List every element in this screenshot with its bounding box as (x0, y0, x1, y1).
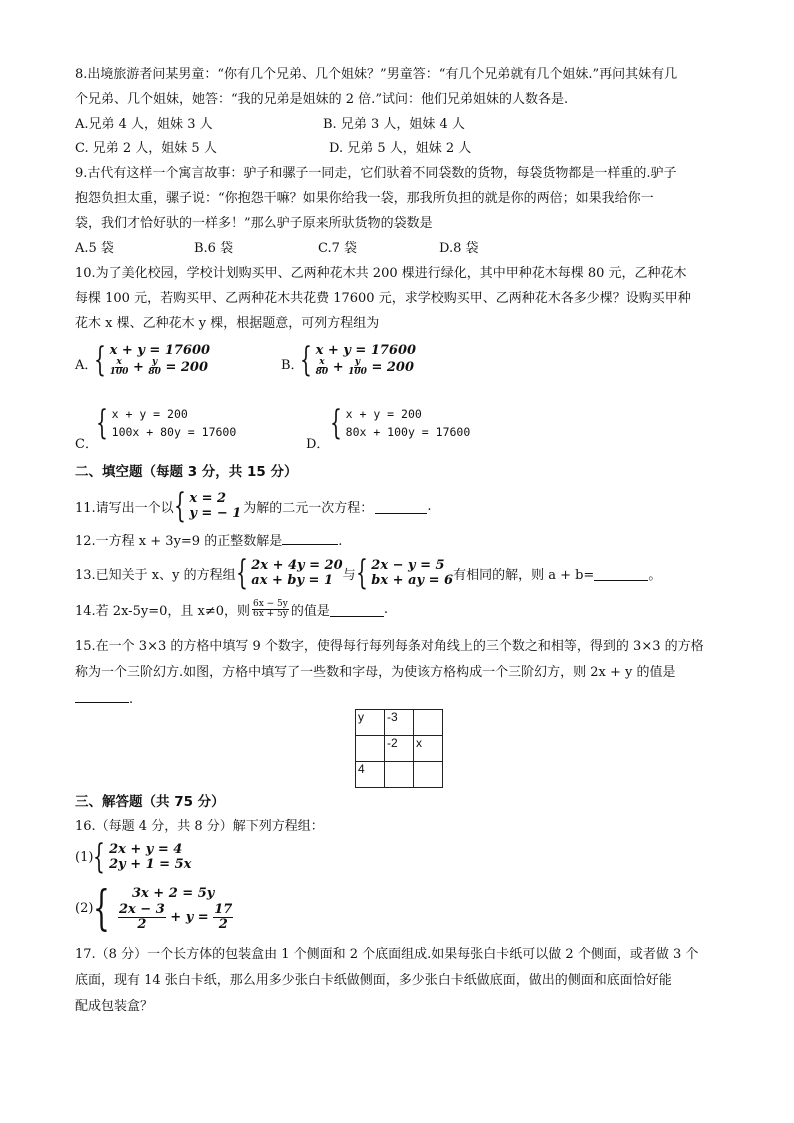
q10-option-c-system (96, 405, 236, 441)
q10-label-a: A． (75, 358, 98, 373)
grid-cell (385, 762, 414, 788)
q14-suffix: 的值是 (290, 604, 330, 619)
q15-line-3 (75, 688, 133, 709)
q13-connector: 与 (342, 567, 356, 583)
q16-p1-eq1: 2x + y = 4 (109, 842, 183, 857)
q8-line-2: 个兄弟、几个姐妹，她答：“我的兄弟是姐妹的 2 倍.”试问：他们兄弟姐妹的人数各是. (75, 92, 569, 107)
q10-b-eq1: x + y = 17600 (315, 343, 417, 358)
q14-line (75, 600, 388, 619)
brace-icon: { (96, 403, 108, 443)
q11-eq2: y = − 1 (189, 506, 242, 521)
q10-c-eq2: 100x + 80y = 17600 (111, 425, 237, 439)
q12-end: . (338, 534, 343, 549)
q11-eq1: x = 2 (189, 491, 227, 506)
q10-line-3: 花木 x 棵、乙种花木 y 棵，根据题意，可列方程组为 (75, 316, 380, 331)
q10-option-d-system (330, 405, 470, 441)
q16-part-2-label: (2) (75, 900, 94, 916)
q10-b-eq2: $\frac{x}{80}$ + $\frac{y}{100}$ = 200 (315, 357, 415, 377)
q14-end: . (383, 602, 389, 617)
q9-option-d: D.8 袋 (439, 241, 479, 256)
q9-option-a: A.5 袋 (75, 241, 114, 256)
brace-icon: { (300, 340, 312, 380)
q10-line-1: 10.为了美化校园，学校计划购买甲、乙两种花木共 200 棵进行绿化，其中甲种花木每棵 80 元，乙种花木 (75, 266, 687, 281)
q12-line (75, 530, 342, 551)
q13-prefix: 13.已知关于 x、y 的方程组 (75, 567, 236, 583)
grid-cell: x (414, 736, 443, 762)
brace-icon: { (93, 837, 106, 877)
q9-line-2: 抱怨负担太重，骡子说：“你抱怨干嘛？如果你给我一袋，那我所负担的就是你的两倍；如果我给你一 (75, 191, 654, 206)
grid-cell (356, 736, 385, 762)
brace-icon: { (94, 340, 106, 380)
q13-system2-eq2: bx + ay = 6 (371, 573, 454, 588)
q10-line-2: 每棵 100 元，若购买甲、乙两种花木共花费 17600 元，求学校购买甲、乙两种花木各多少棵？设购买甲种 (75, 291, 691, 306)
q8-option-d: D. 兄弟 5 人，姐妹 2 人 (329, 141, 472, 156)
q13-end: 。 (648, 567, 662, 583)
q16-p2-eq2: $\frac{2x - 3}{2}$ + y = $\frac{17}{2}$ (118, 901, 233, 932)
brace-icon: { (173, 486, 186, 526)
q9-line-3: 袋，我们才恰好驮的一样多！”那么驴子原来所驮货物的袋数是 (75, 216, 433, 231)
q16-p2-eq1: 3x + 2 = 5y (131, 885, 215, 901)
q14-fraction: $\frac{6x - 5y}{6x + 5y}$ (252, 599, 288, 619)
grid-cell: 4 (356, 762, 385, 788)
q17-line-3: 配成包装盒？ (75, 999, 154, 1014)
q14-answer-blank[interactable] (330, 602, 384, 617)
brace-icon: { (355, 553, 368, 593)
magic-square-grid (355, 709, 443, 788)
q8-option-a: A.兄弟 4 人，姐妹 3 人 (75, 117, 213, 132)
q11-line (75, 486, 432, 526)
q8-option-c: C. 兄弟 2 人，姐妹 5 人 (75, 141, 217, 156)
q9-line-1: 9.古代有这样一个寓言故事：驴子和骡子一同走，它们驮着不同袋数的货物，每袋货物都是一样重的.驴子 (75, 166, 677, 181)
q10-a-eq1: x + y = 17600 (109, 343, 211, 358)
q10-option-b-system (300, 340, 417, 380)
q16-title: 16.（每题 4 分，共 8 分）解下列方程组： (75, 819, 324, 834)
q8-option-b: B. 兄弟 3 人，姐妹 4 人 (323, 117, 465, 132)
brace-icon: { (93, 880, 111, 936)
grid-cell (414, 762, 443, 788)
q10-d-eq2: 80x + 100y = 17600 (345, 425, 471, 439)
q17-line-2: 底面，现有 14 张白卡纸，那么用多少张白卡纸做侧面，多少张白卡纸做底面，做出的侧面和底面恰好能 (75, 973, 672, 988)
q16-p1-eq2: 2y + 1 = 5x (109, 857, 192, 872)
q15-end: . (129, 692, 134, 707)
q10-label-d: D． (306, 437, 330, 452)
q13-system2-eq1: 2x − y = 5 (371, 558, 445, 573)
q9-option-b: B.6 袋 (194, 241, 234, 256)
section-3-heading: 三、解答题（共 75 分） (75, 794, 225, 810)
q13-system1-eq2: ax + by = 1 (251, 573, 334, 588)
q10-label-c: C． (75, 437, 98, 452)
q14-prefix: 14.若 2x-5y=0，且 x≠0，则 (75, 604, 250, 619)
q10-d-eq1: x + y = 200 (345, 407, 422, 421)
grid-cell: -3 (385, 710, 414, 736)
q15-answer-blank[interactable] (75, 688, 129, 703)
section-2-heading: 二、填空题（每题 3 分，共 15 分） (75, 464, 298, 480)
q13-line (75, 553, 662, 593)
q17-line-1: 17.（8 分）一个长方体的包装盒由 1 个侧面和 2 个底面组成.如果每张白卡纸可以做 2 个侧面，或者做 3 个 (75, 947, 699, 962)
q10-a-eq2: $\frac{x}{100}$ + $\frac{y}{80}$ = 200 (109, 357, 209, 377)
q11-prefix: 11.请写出一个以 (75, 500, 174, 516)
q11-end: . (427, 498, 432, 514)
q13-system1-eq1: 2x + 4y = 20 (251, 558, 343, 573)
q16-part-1-label: (1) (75, 849, 94, 865)
grid-cell: y (356, 710, 385, 736)
grid-cell: -2 (385, 736, 414, 762)
q12-text: 12.一方程 x + 3y=9 的正整数解是 (75, 534, 283, 549)
q12-answer-blank[interactable] (282, 530, 338, 545)
grid-cell (414, 710, 443, 736)
q10-c-eq1: x + y = 200 (111, 407, 188, 421)
q16-part-2 (75, 880, 233, 936)
brace-icon: { (330, 403, 342, 443)
q13-answer-blank[interactable] (594, 566, 648, 581)
q8-line-1: 8.出境旅游者问某男童：“你有几个兄弟、几个姐妹？”男童答：“有几个兄弟就有几个姐妹.”再问其妹有几 (75, 67, 678, 82)
q11-suffix: 为解的二元一次方程： (243, 500, 374, 516)
q10-label-b: B． (281, 358, 304, 373)
brace-icon: { (235, 553, 248, 593)
q15-line-1: 15.在一个 3×3 的方格中填写 9 个数字，使得每行每列每条对角线上的三个数之和相等，得到的 3×3 的方格 (75, 639, 704, 654)
q16-part-1 (75, 837, 192, 877)
q15-line-2: 称为一个三阶幻方.如图，方格中填写了一些数和字母，为使该方格构成一个三阶幻方，则 2x + y 的值是 (75, 665, 676, 680)
q10-option-a-system (94, 340, 211, 380)
q9-option-c: C.7 袋 (318, 241, 358, 256)
q13-suffix: 有相同的解，则 a + b= (453, 567, 595, 583)
q11-answer-blank[interactable] (375, 499, 427, 514)
